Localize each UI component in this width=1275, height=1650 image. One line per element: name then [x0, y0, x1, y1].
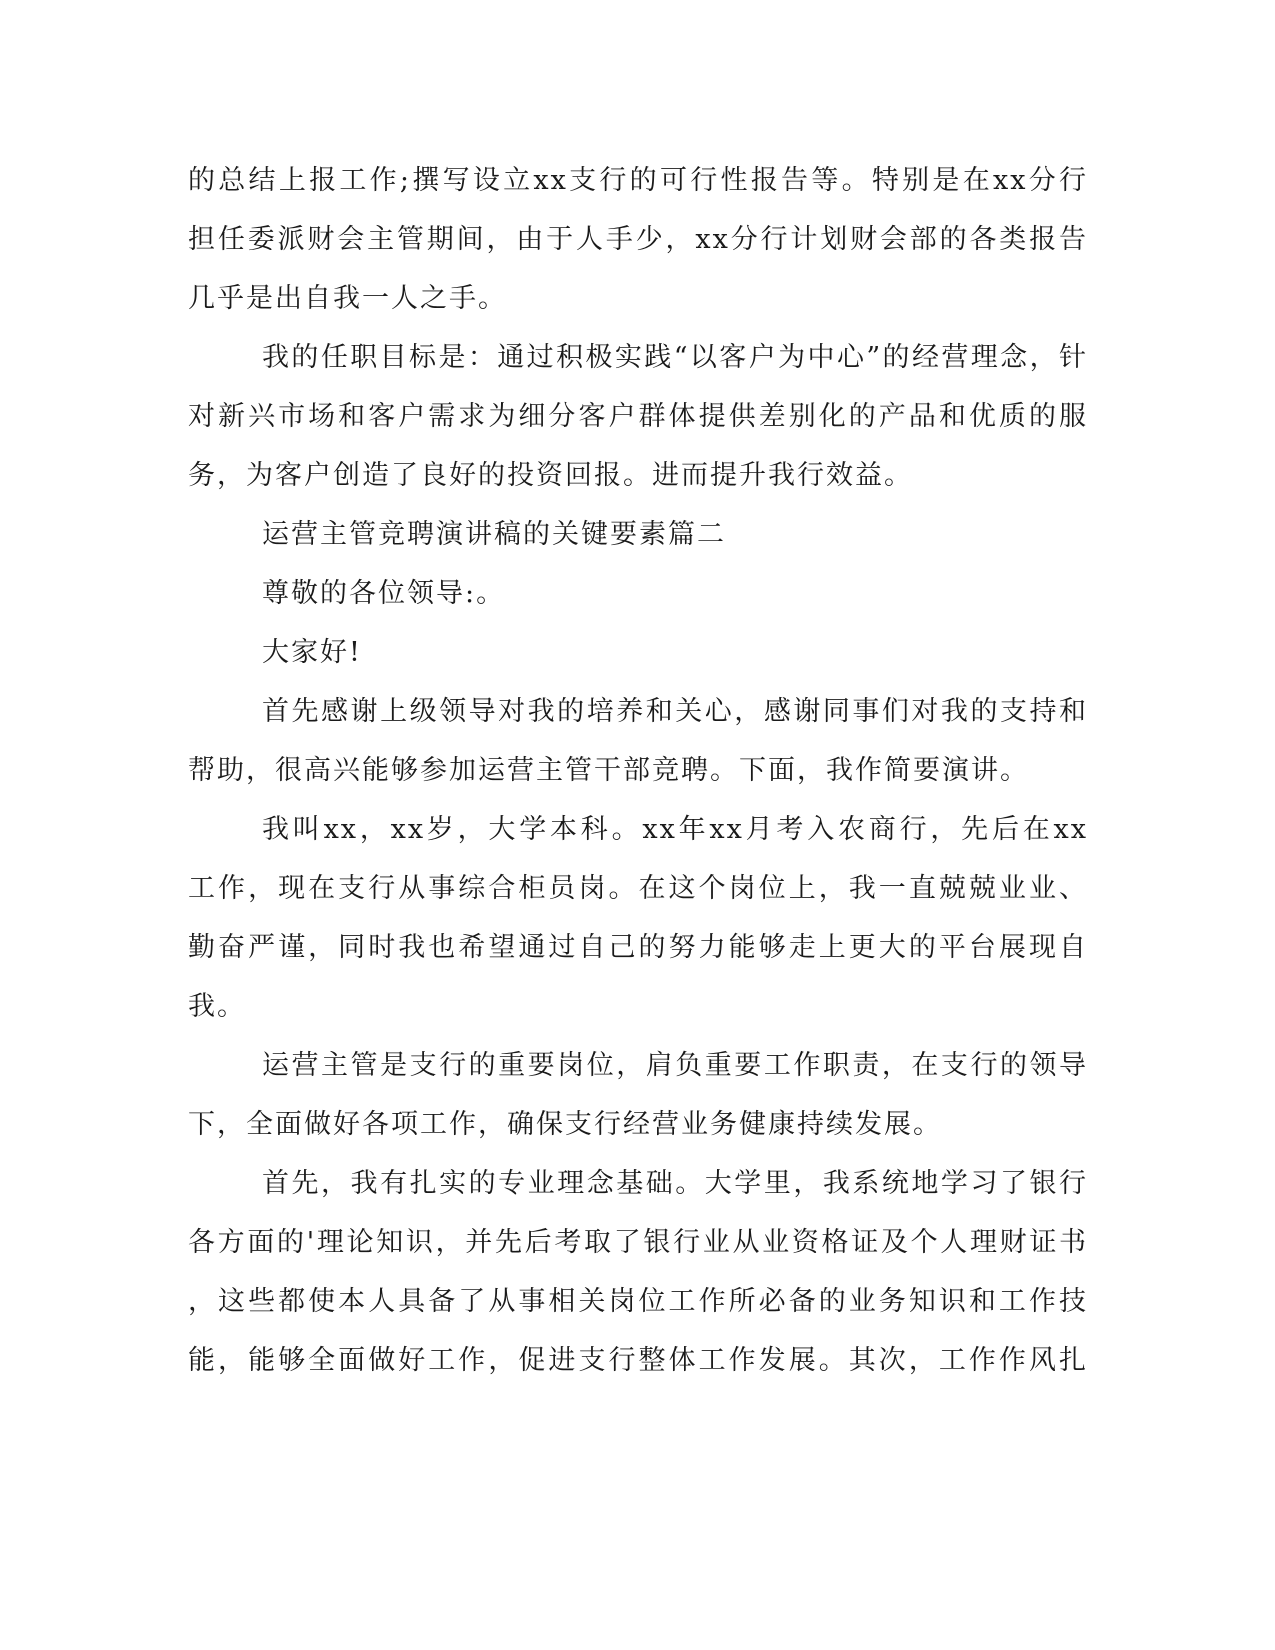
- text-line: 勤奋严谨，同时我也希望通过自己的努力能够走上更大的平台展现自: [188, 932, 1088, 963]
- section-heading: 运营主管竞聘演讲稿的关键要素篇二: [262, 519, 726, 550]
- text-line: 各方面的'理论知识，并先后考取了银行业从业资格证及个人理财证书: [188, 1227, 1088, 1258]
- text-line: 下，全面做好各项工作，确保支行经营业务健康持续发展。: [188, 1109, 942, 1140]
- text-line: 几乎是出自我一人之手。: [188, 283, 507, 314]
- text-line: ，这些都使本人具备了从事相关岗位工作所必备的业务知识和工作技: [188, 1286, 1088, 1317]
- text-line: 务，为客户创造了良好的投资回报。进而提升我行效益。: [188, 460, 913, 491]
- salutation: 尊敬的各位领导:。: [262, 578, 506, 609]
- text-line: 对新兴市场和客户需求为细分客户群体提供差别化的产品和优质的服: [188, 401, 1088, 432]
- text-line: 能，能够全面做好工作，促进支行整体工作发展。其次，工作作风扎: [188, 1345, 1088, 1376]
- text-line: 的总结上报工作;撰写设立xx支行的可行性报告等。特别是在xx分行: [188, 165, 1088, 196]
- text-line: 我的任职目标是：通过积极实践“以客户为中心”的经营理念，针: [262, 342, 1088, 373]
- text-line: 我。: [188, 991, 246, 1022]
- text-line: 我叫xx，xx岁，大学本科。xx年xx月考入农商行，先后在xx: [262, 814, 1088, 845]
- text-line: 运营主管是支行的重要岗位，肩负重要工作职责，在支行的领导: [262, 1050, 1088, 1081]
- greeting: 大家好!: [262, 637, 362, 668]
- text-line: 首先，我有扎实的专业理念基础。大学里，我系统地学习了银行: [262, 1168, 1088, 1199]
- text-line: 担任委派财会主管期间，由于人手少，xx分行计划财会部的各类报告: [188, 224, 1088, 255]
- text-line: 首先感谢上级领导对我的培养和关心，感谢同事们对我的支持和: [262, 696, 1088, 727]
- text-line: 工作，现在支行从事综合柜员岗。在这个岗位上，我一直兢兢业业、: [188, 873, 1088, 904]
- text-line: 帮助，很高兴能够参加运营主管干部竞聘。下面，我作简要演讲。: [188, 755, 1029, 786]
